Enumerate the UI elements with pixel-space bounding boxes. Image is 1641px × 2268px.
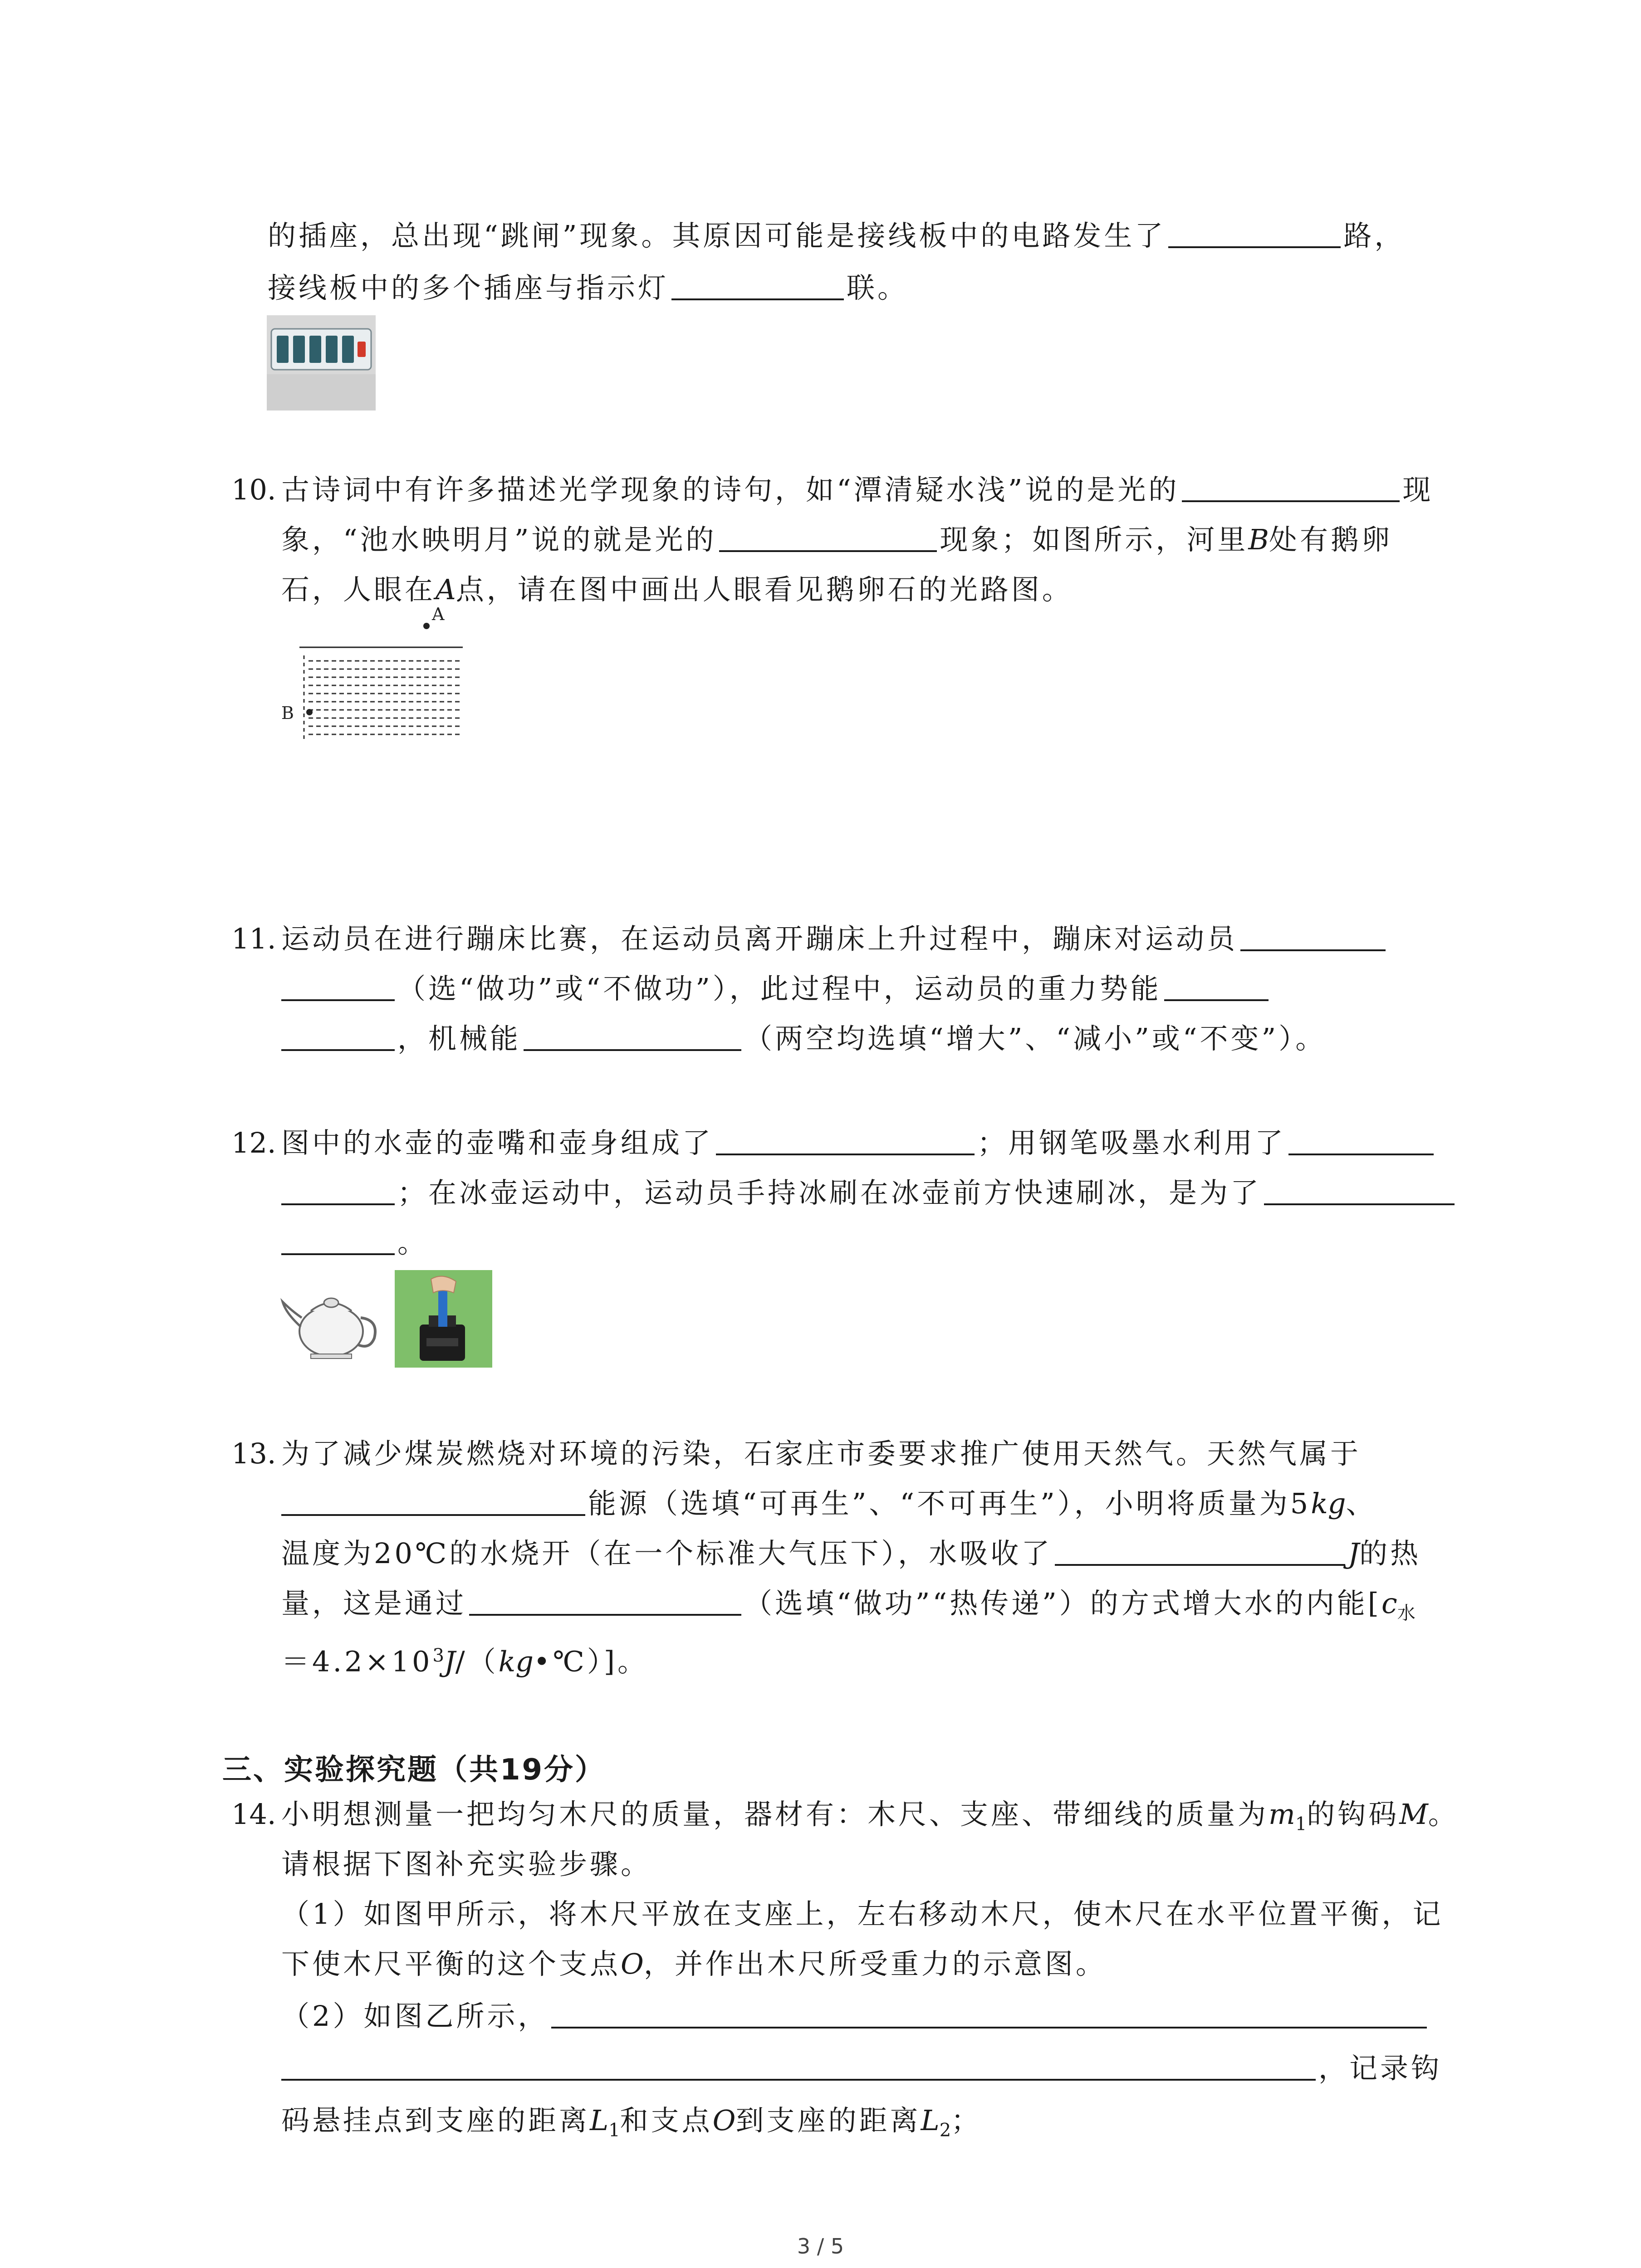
page-number: 3 / 5 bbox=[797, 2234, 844, 2258]
q14-blank-1b[interactable] bbox=[281, 2051, 1316, 2081]
q13-line-2: 能源（选填“可再生”、“不可再生”），小明将质量为5kg、 bbox=[281, 1486, 1377, 1522]
fountain-pen-ink-image bbox=[395, 1270, 492, 1368]
q14-number: 14. bbox=[231, 1798, 276, 1831]
q9-line-2: 接线板中的多个插座与指示灯 联。 bbox=[268, 271, 909, 304]
q11-number: 11. bbox=[231, 922, 276, 955]
q10-line-3: 石，人眼在A点，请在图中画出人眼看见鹅卵石的光路图。 bbox=[281, 573, 1073, 606]
q13-blank-3[interactable] bbox=[469, 1586, 741, 1616]
q10-line-2: 象，“池水映明月”说的就是光的 现象；如图所示，河里B处有鹅卵 bbox=[281, 523, 1392, 556]
q13-line-4: 量，这是通过 （选填“做功”“热传递”）的方式增大水的内能[$c_水$ bbox=[281, 1587, 1416, 1624]
q12-blank-2b[interactable] bbox=[281, 1175, 395, 1205]
q14-line-5: （2）如图乙所示， bbox=[281, 1998, 1430, 2034]
q11-blank-3[interactable] bbox=[524, 1021, 741, 1051]
q14-line-3: （1）如图甲所示，将木尺平放在支座上，左右移动木尺，使木尺在水平位置平衡，记 bbox=[281, 1897, 1444, 1931]
q10-line-1: 古诗词中有许多描述光学现象的诗句，如“潭清疑水浅”说的是光的 现 bbox=[281, 473, 1434, 506]
q12-line-1: 图中的水壶的壶嘴和壶身组成了 ；用钢笔吸墨水利用了 bbox=[281, 1125, 1436, 1161]
q14-line-1: 小明想测量一把均匀木尺的质量，器材有：木尺、支座、带细线的质量为$m_1$的钩码M。 bbox=[281, 1798, 1459, 1835]
q13-blank-1[interactable] bbox=[281, 1486, 585, 1516]
q12-blank-3a[interactable] bbox=[1264, 1175, 1455, 1205]
q14-line-7: 码悬挂点到支座的距离$L_1$和支点O到支座的距离$L_2$； bbox=[281, 2104, 982, 2141]
section-3-heading: 三、实验探究题（共19分） bbox=[222, 1753, 606, 1787]
q10-blank-1[interactable] bbox=[1182, 472, 1400, 502]
q11-blank-2a[interactable] bbox=[1164, 971, 1269, 1001]
q10-number: 10. bbox=[231, 473, 276, 506]
q12-blank-1[interactable] bbox=[716, 1125, 975, 1155]
q11-blank-1b[interactable] bbox=[281, 971, 395, 1001]
q14-line-6: ，记录钩 bbox=[281, 2050, 1442, 2087]
q11-blank-1a[interactable] bbox=[1240, 921, 1386, 951]
q11-line-3: ，机械能 （两空均选填“增大”、“减小”或“不变”）。 bbox=[281, 1021, 1326, 1057]
q11-blank-2b[interactable] bbox=[281, 1021, 395, 1051]
teapot-image bbox=[279, 1270, 383, 1365]
q13-line-5: $=4.2\times 10^3J/(kg•℃)$]。 bbox=[281, 1645, 649, 1678]
q14-line-2: 请根据下图补充实验步骤。 bbox=[281, 1848, 652, 1881]
q9-blank-1[interactable] bbox=[1168, 218, 1341, 248]
q13-line-3: 温度为20℃的水烧开（在一个标准大气压下），水吸收了 J的热 bbox=[281, 1537, 1421, 1570]
label-b: B bbox=[281, 703, 294, 723]
q13-number: 13. bbox=[231, 1437, 276, 1470]
q13-line-1: 为了减少煤炭燃烧对环境的污染，石家庄市委要求推广使用天然气。天然气属于 bbox=[281, 1437, 1362, 1470]
q11-line-1: 运动员在进行蹦床比赛，在运动员离开蹦床上升过程中，蹦床对运动员 bbox=[281, 921, 1388, 957]
q12-line-3: 。 bbox=[281, 1225, 428, 1261]
q12-line-2: ；在冰壶运动中，运动员手持冰刷在冰壶前方快速刷冰，是为了 bbox=[281, 1175, 1457, 1211]
q12-number: 12. bbox=[231, 1126, 276, 1159]
q11-line-2: （选“做功”或“不做功”），此过程中，运动员的重力势能 bbox=[281, 971, 1271, 1007]
q10-blank-2[interactable] bbox=[719, 522, 937, 552]
q13-blank-2[interactable] bbox=[1055, 1536, 1345, 1566]
q12-blank-3b[interactable] bbox=[281, 1225, 395, 1255]
label-a: A bbox=[432, 606, 445, 624]
q14-line-4: 下使木尺平衡的这个支点O，并作出木尺所受重力的示意图。 bbox=[281, 1947, 1107, 1980]
power-strip-image bbox=[267, 315, 376, 411]
q9-line-1: 的插座，总出现“跳闸”现象。其原因可能是接线板中的电路发生了 路， bbox=[268, 219, 1406, 252]
river-diagram bbox=[281, 606, 472, 751]
q12-blank-2a[interactable] bbox=[1288, 1125, 1434, 1155]
q9-blank-2[interactable] bbox=[671, 270, 844, 300]
q14-blank-1a[interactable] bbox=[551, 1999, 1427, 2028]
